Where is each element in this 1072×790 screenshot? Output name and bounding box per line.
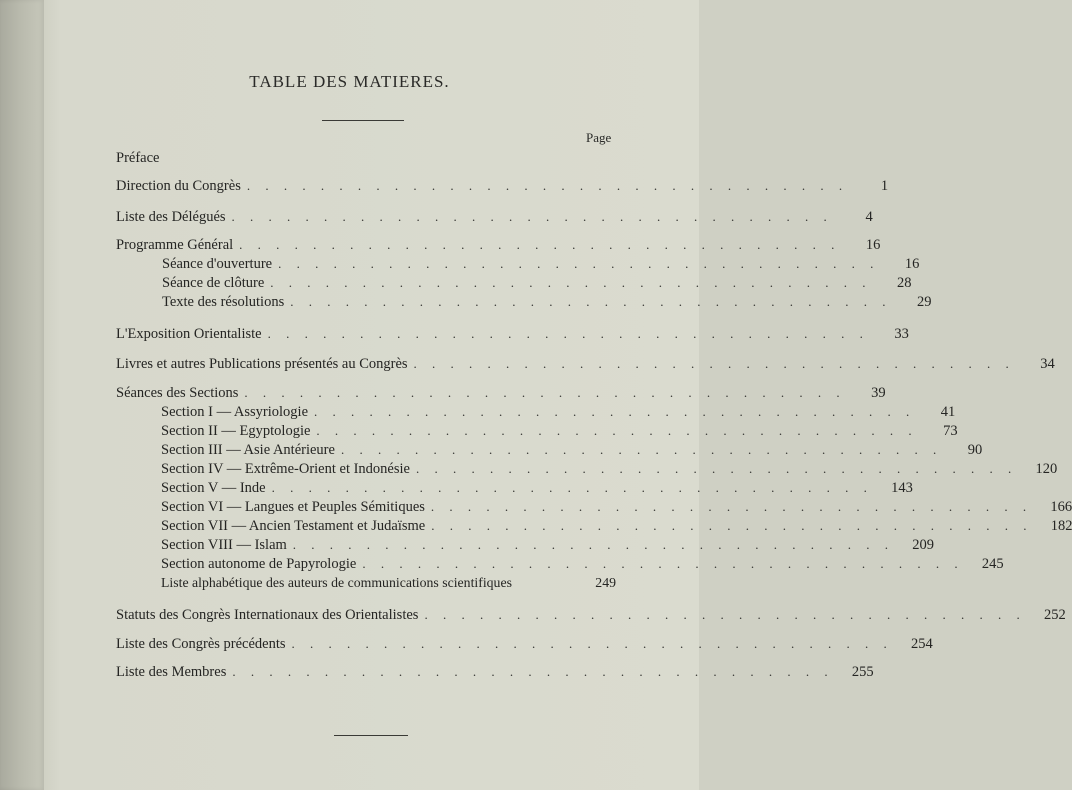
toc-entry-label: Section I — Assyriologie [161, 404, 309, 420]
toc-entry-label: Séances des Sections [116, 385, 239, 401]
toc-entry-label: Séance d'ouverture [162, 256, 273, 272]
toc-page-number: 249 [595, 575, 616, 590]
toc-entry-label: Livres et autres Publications présentés au Congrès [116, 356, 408, 372]
leader-dots: . . . . . . . . . . . . . . . . . . . . . . . . . . . . . . . . . [278, 256, 880, 271]
toc-subentry [161, 537, 935, 554]
leader-dots: . . . . . . . . . . . . . . . . . . . . . . . . . . . . . . . . . [431, 518, 1033, 533]
leader-dots: . . . . . . . . . . . . . . . . . . . . . . . . . . . . . . . . . [270, 275, 872, 290]
toc-subentry [162, 275, 912, 292]
page-title: TABLE DES MATIERES. [249, 72, 450, 91]
toc-subentry [161, 423, 958, 440]
toc-page-number: 33 [894, 326, 909, 342]
toc-page-number: 255 [851, 664, 874, 680]
leader-dots: . . . . . . . . . . . . . . . . . . . . . . . . . . . . . . . . . [290, 294, 892, 309]
toc-entry-label: Section IV — Extrême-Orient et Indonésie [161, 461, 410, 477]
toc-page-number: 254 [911, 636, 933, 652]
toc-page-number: 16 [865, 237, 881, 253]
toc-page-number: 29 [916, 294, 932, 310]
leader-dots: . . . . . . . . . . . . . . . . . . . . . . . . . . . . . . . . . [231, 209, 833, 224]
toc-entry-label: Liste des Congrès précédents [116, 636, 286, 652]
title-rule [322, 120, 404, 121]
leader-dots: . . . . . . . . . . . . . . . . . . . . . . . . . . . . . . . . . [362, 556, 964, 571]
toc-entry-label: Direction du Congrès [116, 178, 241, 194]
toc-entry-label: Section autonome de Papyrologie [161, 556, 357, 572]
toc-entry-label: Statuts des Congrès Internationaux des Orientalistes [116, 607, 419, 623]
toc-subentry [161, 575, 616, 591]
toc-entry [116, 178, 889, 195]
toc-page-number: 166 [1050, 499, 1072, 515]
leader-dots: . . . . . . . . . . . . . . . . . . . . . . . . . . . . . . . . . [244, 385, 846, 400]
toc-entry-label: Liste alphabétique des auteurs de communications scientifiques [161, 575, 512, 590]
leader-dots: . . . . . . . . . . . . . . . . . . . . . . . . . . . . . . . . . [413, 356, 1015, 371]
toc-page-number: 34 [1040, 356, 1055, 372]
toc-entry-preface [116, 150, 616, 167]
toc-page-number: 245 [981, 556, 1004, 572]
toc-entry-label: Section II — Egyptologie [161, 423, 311, 439]
toc-page-number: 90 [967, 442, 983, 458]
leader-dots: . . . . . . . . . . . . . . . . . . . . . . . . . . . . . . . . . [314, 404, 916, 419]
toc-subentry [162, 256, 920, 273]
toc-entry [116, 607, 1066, 624]
toc-subentry [161, 518, 1072, 535]
toc-entry-label: Séance de clôture [162, 275, 265, 291]
toc-subentry [161, 556, 1004, 573]
toc-subentry [161, 404, 956, 421]
toc-entry-label: L'Exposition Orientaliste [116, 326, 262, 342]
toc-entry-label: Section V — Inde [161, 480, 266, 496]
toc-subentry [161, 461, 1058, 478]
toc-entry [116, 326, 909, 343]
leader-dots: . . . . . . . . . . . . . . . . . . . . . . . . . . . . . . . . . [292, 537, 895, 552]
toc-page-number: 143 [891, 480, 913, 496]
toc-page-number: 73 [943, 423, 958, 439]
toc-entry-label: Programme Général [116, 237, 234, 253]
leader-dots: . . . . . . . . . . . . . . . . . . . . . . . . . . . . . . . . . [430, 499, 1033, 514]
toc-page-number: 4 [865, 209, 873, 225]
toc-page-number: 1 [880, 178, 889, 194]
toc-entry [116, 237, 881, 254]
leader-dots: . . . . . . . . . . . . . . . . . . . . . . . . . . . . . . . . . [291, 636, 893, 651]
toc-entry [116, 209, 873, 226]
leader-dots: . . . . . . . . . . . . . . . . . . . . . . . . . . . . . . . . . [246, 178, 849, 193]
toc-entry-label: Section III — Asie Antérieure [161, 442, 335, 458]
toc-page-number: 41 [940, 404, 956, 420]
toc-entry [116, 385, 886, 402]
leader-dots: . . . . . . . . . . . . . . . . . . . . . . . . . . . . . . . . . [267, 326, 869, 341]
leader-dots: . . . . . . . . . . . . . . . . . . . . . . . . . . . . . . . . . [232, 664, 834, 679]
leader-dots: . . . . . . . . . . . . . . . . . . . . . . . . . . . . . . . . . [424, 607, 1026, 622]
toc-entry-label: Section VI — Langues et Peuples Sémitiques [161, 499, 425, 515]
toc-page-number: 16 [904, 256, 920, 272]
toc-entry-label: Section VII — Ancien Testament et Judaïsme [161, 518, 426, 534]
toc-page-number: 209 [912, 537, 935, 553]
toc-page-number: 120 [1035, 461, 1058, 477]
book-gutter [0, 0, 44, 790]
toc-entry-label: Section VIII — Islam [161, 537, 287, 553]
page-column-header: Page [586, 130, 612, 145]
toc-page-number: 182 [1050, 518, 1072, 534]
toc-entry [116, 356, 1055, 373]
toc-page-number: 252 [1043, 607, 1066, 623]
leader-dots: . . . . . . . . . . . . . . . . . . . . . . . . . . . . . . . . . [271, 480, 873, 495]
footer-rule [334, 735, 408, 736]
leader-dots: . . . . . . . . . . . . . . . . . . . . . . . . . . . . . . . . . [316, 423, 918, 438]
toc-entry-label: Liste des Membres [116, 664, 227, 680]
leader-dots: . . . . . . . . . . . . . . . . . . . . . . . . . . . . . . . . . [415, 461, 1018, 476]
leader-dots: . . . . . . . . . . . . . . . . . . . . . . . . . . . . . . . . . [239, 237, 841, 252]
toc-page-number: 39 [871, 385, 886, 401]
toc-entry [116, 664, 874, 681]
toc-entry-label: Préface [116, 150, 160, 166]
leader-dots: . . . . . . . . . . . . . . . . . . . . . . . . . . . . . . . . . [340, 442, 943, 457]
toc-page-number: 28 [897, 275, 912, 291]
toc-subentry [162, 294, 932, 311]
toc-entry-label: Texte des résolutions [162, 294, 285, 310]
toc-subentry [161, 442, 983, 459]
toc-entry-label: Liste des Délégués [116, 209, 226, 225]
toc-subentry [161, 480, 913, 497]
toc-subentry [161, 499, 1072, 516]
toc-entry [116, 636, 933, 653]
